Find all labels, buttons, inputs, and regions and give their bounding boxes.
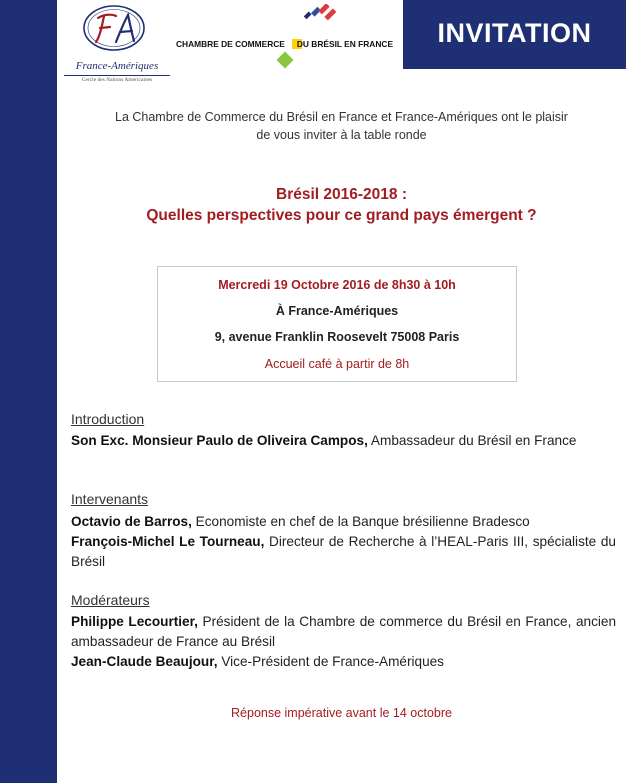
speaker-name: Jean-Claude Beaujour,	[71, 654, 218, 669]
introduction-speaker	[71, 431, 616, 451]
section-heading-introduction: Introduction	[71, 411, 145, 427]
section-heading-moderateurs: Modérateurs	[71, 592, 150, 608]
event-title-line-1: Brésil 2016-2018 :	[276, 186, 407, 203]
moderateur-2	[71, 652, 616, 672]
speaker-role: Vice-Président de France-Amériques	[221, 654, 444, 669]
left-navy-bar	[0, 0, 57, 783]
event-date: Mercredi 19 Octobre 2016 de 8h30 à 10h	[218, 278, 456, 292]
ccb-logo-text	[176, 39, 393, 49]
intervenant-1	[71, 512, 616, 532]
fa-monogram-icon	[82, 4, 146, 52]
speaker-role: Président de la Chambre de commerce du Brésil en France, ancien ambassadeur de France au Brésil	[71, 614, 617, 649]
speaker-role: Ambassadeur du Brésil en France	[370, 433, 577, 448]
event-address: 9, avenue Franklin Roosevelt 75008 Paris	[214, 330, 460, 344]
section-heading-intervenants: Intervenants	[71, 491, 149, 507]
speaker-role: Economiste en chef de la Banque brésilienne Bradesco	[195, 514, 530, 529]
ccb-text-left: CHAMBRE DE COMMERCE	[176, 39, 285, 49]
event-details-box	[157, 266, 517, 382]
event-title-line-2: Quelles perspectives pour ce grand pays émergent ?	[146, 207, 537, 224]
rsvp-deadline: Réponse impérative avant le 14 octobre	[231, 706, 452, 720]
speaker-name: Philippe Lecourtier,	[71, 614, 198, 629]
fa-logo-rule	[64, 75, 170, 76]
speaker-name: Octavio de Barros,	[71, 514, 192, 529]
intervenant-2	[71, 532, 616, 572]
speaker-role: Directeur de Recherche à l’HEAL-Paris III, spécialiste du Brésil	[71, 534, 616, 569]
invitation-title: INVITATION	[437, 18, 592, 48]
event-place: À France-Amériques	[275, 304, 399, 318]
speaker-name: Son Exc. Monsieur Paulo de Oliveira Campos,	[71, 433, 368, 448]
intro-line-2: de vous inviter à la table ronde	[256, 128, 427, 142]
ccb-text-right: DU BRÉSIL EN FRANCE	[296, 39, 394, 49]
intro-line-1: La Chambre de Commerce du Brésil en France et France-Amériques ont le plaisir	[115, 110, 568, 124]
fa-logo-name: France-Amériques	[75, 60, 159, 72]
france-ameriques-logo	[58, 4, 176, 86]
moderateur-1	[71, 612, 616, 652]
event-coffee-note: Accueil café à partir de 8h	[264, 357, 410, 371]
speaker-name: François-Michel Le Tourneau,	[71, 534, 265, 549]
fa-logo-subtitle: Cercle des Nations Américaines	[81, 77, 153, 83]
